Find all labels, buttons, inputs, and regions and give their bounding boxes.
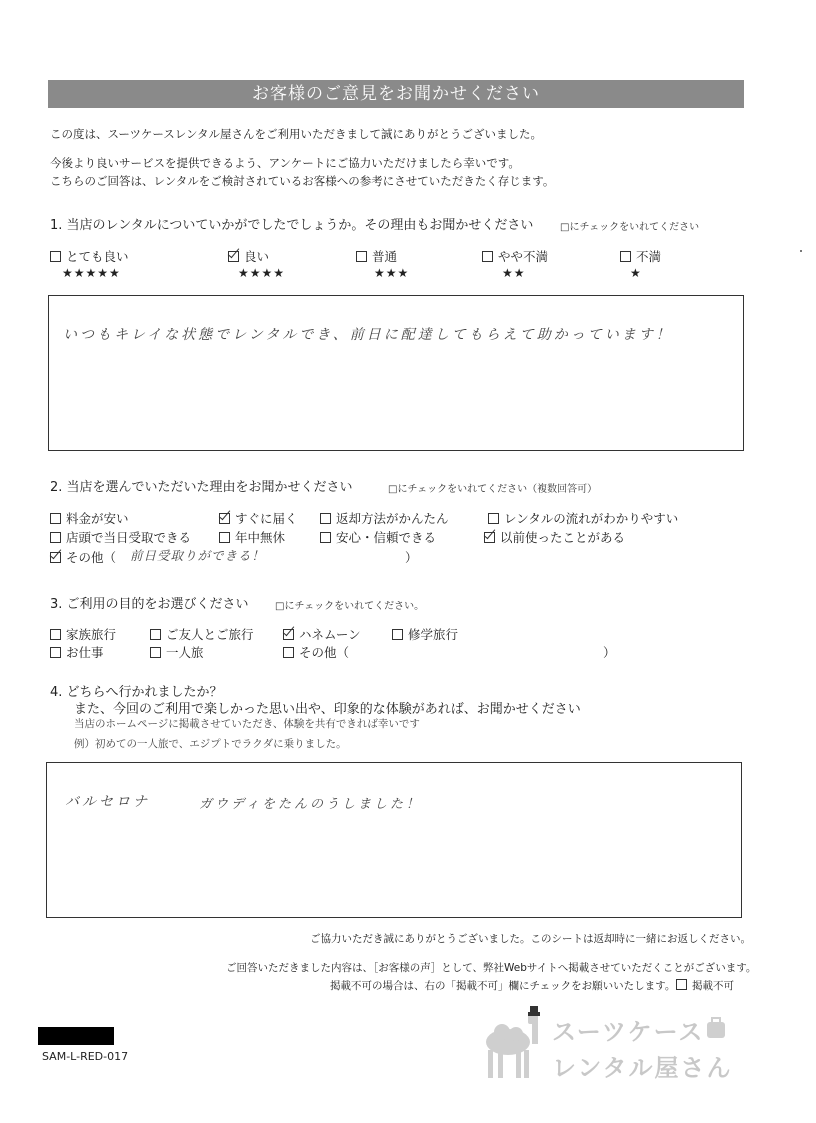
checkbox-checked[interactable] <box>50 552 61 563</box>
logo-line-2: レンタル屋さん <box>552 1054 733 1082</box>
checkbox[interactable] <box>488 513 499 524</box>
q1-stars-3: ★★★ <box>374 266 410 280</box>
q3-question: 3. ご利用の目的をお選びください <box>50 597 249 612</box>
option-label: 安心・信頼できる <box>336 530 437 545</box>
q2-other-close-paren: ） <box>405 550 418 565</box>
checkbox[interactable] <box>150 647 161 658</box>
q2-option-fast-delivery[interactable] <box>219 509 298 527</box>
q2-other-answer[interactable]: 前日受取りができる！ <box>130 548 266 563</box>
footer-optout-checkbox[interactable] <box>676 978 734 993</box>
checkbox[interactable] <box>283 647 294 658</box>
footer-publish-note: ご回答いただきました内容は、［お客様の声］として、弊社Webサイトへ掲載させていただくことがございます。 <box>226 962 757 974</box>
option-label: すぐに届く <box>235 511 298 526</box>
q4-answer-text: ガウディをたんのうしました！ <box>199 797 422 812</box>
q4-example: 例）初めての一人旅で、エジプトでラクダに乗りました。 <box>74 738 347 750</box>
q3-instruction: □にチェックをいれてください。 <box>275 601 425 612</box>
checkbox[interactable] <box>50 513 61 524</box>
option-label: 修学旅行 <box>408 627 459 642</box>
q2-question: 2. 当店を選んでいただいた理由をお聞かせください <box>50 480 353 495</box>
footer-optout-note: 掲載不可の場合は、右の「掲載不可」欄にチェックをお願いいたします。 <box>330 980 676 992</box>
q2-instruction: □にチェックをいれてください（複数回答可） <box>388 484 598 495</box>
option-label: 返却方法がかんたん <box>336 511 449 526</box>
q4-answer-place: バルセロナ <box>65 794 150 810</box>
q1-option-average[interactable] <box>356 247 397 265</box>
checkbox[interactable] <box>356 251 367 262</box>
scan-speck <box>800 250 802 252</box>
q2-option-other[interactable] <box>50 548 116 566</box>
company-logo <box>472 1006 742 1084</box>
checkbox[interactable] <box>150 629 161 640</box>
intro-line-2: 今後より良いサービスを提供できるよう、アンケートにご協力いただけましたら幸いです。 <box>50 156 520 170</box>
option-label: 以前使ったことがある <box>500 530 626 545</box>
checkbox[interactable] <box>50 647 61 658</box>
optout-label: 掲載不可 <box>692 980 734 992</box>
q1-option-dissatisfied[interactable] <box>620 247 661 265</box>
q1-instruction: □にチェックをいれてください <box>560 222 700 233</box>
q1-option-somewhat-dissatisfied[interactable] <box>482 247 548 265</box>
q3-option-business[interactable] <box>50 643 104 661</box>
intro-line-1: この度は、スーツケースレンタル屋さんをご利用いただきまして誠にありがとうございました。 <box>50 127 543 141</box>
q3-option-honeymoon[interactable] <box>283 625 361 643</box>
q1-stars-1: ★ <box>630 266 642 280</box>
checkbox[interactable] <box>50 629 61 640</box>
checkbox[interactable] <box>50 532 61 543</box>
checkbox[interactable] <box>50 251 61 262</box>
logo-line-1: スーツケース <box>552 1018 705 1046</box>
option-label: 年中無休 <box>235 530 286 545</box>
checkbox-checked[interactable] <box>283 629 294 640</box>
q2-option-same-day-pickup[interactable] <box>50 528 191 546</box>
suitcase-icon <box>704 1016 728 1040</box>
q2-option-cheap[interactable] <box>50 509 129 527</box>
q3-other-close-paren: ） <box>603 645 616 660</box>
q3-option-family-trip[interactable] <box>50 625 116 643</box>
q4-question-line-2: また、今回のご利用で楽しかった思い出や、印象的な体験があれば、お聞かせください <box>74 702 581 717</box>
option-label: 家族旅行 <box>66 627 117 642</box>
checkbox[interactable] <box>392 629 403 640</box>
checkbox[interactable] <box>320 532 331 543</box>
option-label: 一人旅 <box>166 645 204 660</box>
option-label: レンタルの流れがわかりやすい <box>504 511 679 526</box>
option-label: とても良い <box>66 249 129 264</box>
q3-option-friends-trip[interactable] <box>150 625 254 643</box>
q2-option-used-before[interactable] <box>484 528 625 546</box>
q4-answer-box[interactable] <box>46 762 742 918</box>
survey-title: お客様のご意見をお聞かせください <box>48 80 744 108</box>
q2-option-trustworthy[interactable] <box>320 528 436 546</box>
q2-option-clear-flow[interactable] <box>488 509 678 527</box>
checkbox-checked[interactable] <box>484 532 495 543</box>
q1-option-very-good[interactable] <box>50 247 129 265</box>
q1-stars-4: ★★★★ <box>238 266 286 280</box>
option-label: ハネムーン <box>299 627 361 642</box>
q1-option-good[interactable] <box>228 247 269 265</box>
option-label: やや不満 <box>498 249 549 264</box>
option-label: 料金が安い <box>66 511 129 526</box>
option-label: 不満 <box>636 249 662 264</box>
q4-question: 4. どちらへ行かれましたか？ <box>50 685 223 700</box>
q2-option-open-every-day[interactable] <box>219 528 285 546</box>
footer-thanks: ご協力いただき誠にありがとうございました。このシートは返却時に一緒にお返しください。 <box>310 933 751 945</box>
checkbox[interactable] <box>620 251 631 262</box>
q4-note: 当店のホームページに掲載させていただき、体験を共有できれば幸いです <box>74 718 420 730</box>
redaction-block <box>38 1027 114 1045</box>
checkbox[interactable] <box>320 513 331 524</box>
q3-option-solo-trip[interactable] <box>150 643 204 661</box>
form-code: SAM-L-RED-017 <box>42 1050 129 1063</box>
q1-answer-text: いつもキレイな状態でレンタルでき、前日に配達してもらえて助かっています！ <box>63 327 673 343</box>
q3-option-school-trip[interactable] <box>392 625 458 643</box>
option-label: 普通 <box>372 249 398 264</box>
option-label: 店頭で当日受取できる <box>66 530 192 545</box>
intro-line-3: こちらのご回答は、レンタルをご検討されているお客様への参考にさせていただきたく存じます。 <box>50 174 555 188</box>
camel-icon <box>472 1006 552 1084</box>
option-label: ご友人とご旅行 <box>166 627 254 642</box>
checkbox-checked[interactable] <box>228 251 239 262</box>
option-label: その他（ <box>66 550 117 565</box>
q2-option-easy-return[interactable] <box>320 509 449 527</box>
option-label: 良い <box>244 249 270 264</box>
option-label: お仕事 <box>66 645 104 660</box>
checkbox[interactable] <box>482 251 493 262</box>
checkbox-checked[interactable] <box>219 513 230 524</box>
q1-question: 1. 当店のレンタルについていかがでしたでしょうか。その理由もお聞かせください <box>50 218 534 233</box>
checkbox[interactable] <box>219 532 230 543</box>
q3-option-other[interactable] <box>283 643 349 661</box>
q1-answer-box[interactable] <box>48 295 744 451</box>
q1-stars-2: ★★ <box>502 266 526 280</box>
q1-stars-5: ★★★★★ <box>62 266 121 280</box>
checkbox[interactable] <box>676 979 687 990</box>
option-label: その他（ <box>299 645 350 660</box>
